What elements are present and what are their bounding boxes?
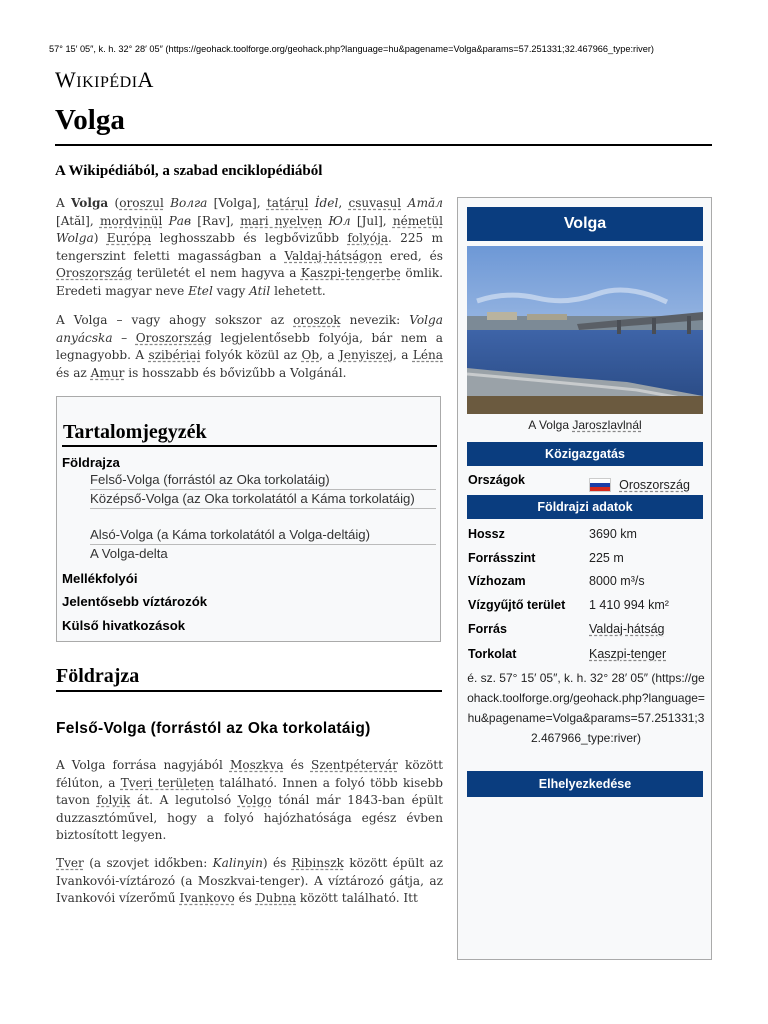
section-divider [56, 690, 442, 692]
infobox-label-vizhozam: Vízhozam [468, 574, 526, 588]
text-run: ) és [262, 856, 292, 870]
toc-item-foldrajza[interactable]: Földrajza [62, 455, 120, 470]
caption-link-jaroszlavl[interactable]: Jaroszlavlnál [572, 418, 642, 432]
inline-link[interactable]: Tveri területen [120, 775, 215, 790]
text-run: között épült az Ivankovói-víztározó (a Moszkvai-tenger). A víztározó gátja, az Ivankovói vízerőmű [56, 856, 444, 906]
inline-link[interactable]: Ribinszk [291, 856, 344, 870]
inline-link[interactable]: csuvasul [348, 196, 402, 210]
infobox-label-vizgyujto: Vízgyűjtő terület [468, 598, 566, 612]
infobox-value-hossz: 3690 km [589, 527, 637, 541]
toc-title: Tartalomjegyzék [63, 421, 207, 443]
toc-separator [90, 508, 436, 509]
italic-term: Atil [249, 283, 271, 298]
infobox-coordinates-link[interactable]: é. sz. 57° 15′ 05″, k. h. 32° 28′ 05″ (https://geohack.toolforge.org/geohack.php?language=hu&pagename=Volga&params=57.251331;32.467966_type:river) [467, 671, 705, 745]
text-run: ered, és [382, 248, 444, 263]
inline-link[interactable]: Amur [90, 365, 125, 380]
inline-link[interactable]: németül [392, 213, 443, 228]
infobox-section-elhelyezkedese: Elhelyezkedése [467, 771, 703, 797]
volga-photo-illustration [467, 246, 703, 414]
title-divider [55, 144, 712, 146]
text-run: , a [319, 348, 339, 363]
inline-link[interactable]: Jenyiszej [338, 348, 393, 363]
inline-link[interactable]: Valdaj-hátságon [284, 248, 383, 263]
inline-link[interactable]: folyója [347, 231, 389, 246]
text-run: [Jul], [350, 213, 393, 228]
inline-link[interactable]: Volgo [237, 793, 272, 808]
intro-paragraph-2 [56, 312, 443, 382]
section-heading-foldrajza: Földrajza [56, 665, 140, 687]
page-title: Volga [55, 104, 125, 136]
russia-flag-icon [589, 478, 611, 492]
infobox-label-orszagok: Országok [468, 473, 525, 487]
inline-link[interactable]: Ivankovo [179, 891, 235, 906]
inline-link[interactable]: Léna [412, 348, 444, 363]
inline-link[interactable]: tatárul [266, 196, 309, 210]
text-run: is hosszabb és bővizűbb a Volgánál. [124, 365, 347, 380]
page-subtitle: A Wikipédiából, a szabad enciklopédiából [55, 163, 323, 179]
logo-last: A [137, 67, 154, 92]
text-run: tónál már 1843-ban épült duzzasztóművel, hogy a folyó hajózhatósága egész évben biztosított legyen. [56, 793, 443, 843]
text-run: területét el nem hagyva a [132, 266, 301, 281]
infobox-label-forras: Forrás [468, 622, 507, 636]
text-run: folyók közül az [200, 348, 302, 363]
toc-item-volga-delta[interactable]: A Volga-delta [90, 546, 168, 561]
infobox-value-vizgyujto: 1 410 994 km² [589, 598, 669, 612]
text-run: ( [108, 196, 120, 210]
italic-term: Volga anyácska [56, 313, 443, 345]
inline-link[interactable]: folyik [96, 793, 131, 808]
infobox-title: Volga [467, 207, 703, 241]
intro-paragraph-1 [56, 195, 443, 301]
text-run: A [56, 196, 72, 210]
toc-item-mellekfolyoi[interactable]: Mellékfolyói [62, 571, 138, 586]
toc-divider [62, 445, 437, 447]
italic-term: Юл [328, 213, 351, 228]
toc-item-felso-volga[interactable]: Felső-Volga (forrástól az Oka torkolatáig) [90, 472, 330, 487]
toc-item-kozepso-volga[interactable]: Középső-Volga (az Oka torkolatától a Káma torkolatáig) [90, 491, 415, 506]
infobox-value-torkolat[interactable]: Kaszpi-tenger [589, 647, 667, 661]
infobox [457, 197, 712, 960]
infobox-section-foldrajzi-adatok: Földrajzi adatok [467, 495, 703, 519]
text-run: leghosszabb és legbővizűbb [151, 231, 348, 246]
text-run: ömlik. Eredeti magyar neve [56, 266, 443, 298]
infobox-label-torkolat: Torkolat [468, 647, 517, 661]
bold-term: Volga [71, 196, 109, 210]
inline-link[interactable]: Szentpétervár [310, 758, 398, 772]
italic-term: Рав [168, 213, 192, 228]
text-run: és [283, 758, 311, 772]
text-run: A Volga – vagy ahogy sokszor az [56, 313, 294, 327]
text-run: lehetett. [270, 283, 326, 298]
text-run: [Atăl], [56, 213, 100, 228]
logo-first: W [55, 67, 77, 92]
toc-item-also-volga[interactable]: Alsó-Volga (a Káma torkolatától a Volga-deltáig) [90, 527, 371, 542]
text-run: (a szovjet időkben: [83, 856, 213, 870]
caption-text: A Volga [528, 418, 573, 432]
coordinates-header[interactable]: 57° 15′ 05″, k. h. 32° 28′ 05″ (https://geohack.toolforge.org/geohack.php?language=hu&pagename=Volga&params=57.251331;32.467966_type:river) [49, 44, 654, 54]
text-run: nevezik: [340, 313, 410, 327]
text-run: , a [392, 348, 413, 363]
infobox-section-kozigazgatas: Közigazgatás [467, 442, 703, 466]
infobox-label-hossz: Hossz [468, 527, 505, 541]
inline-link[interactable]: Moszkva [229, 758, 284, 772]
inline-link[interactable]: mordvinül [99, 213, 163, 228]
text-run: – [112, 330, 136, 345]
inline-link[interactable]: Ob [301, 348, 320, 363]
italic-term: Etel [188, 283, 213, 298]
inline-link[interactable]: Európa [106, 231, 152, 246]
italic-term: Kalinyin [212, 856, 263, 870]
inline-link[interactable]: Kaszpi-tengerbe [300, 266, 401, 281]
text-run: legjelentősebb folyója, bár nem a legnagyobb. A [56, 330, 443, 363]
inline-link[interactable]: Dubna [255, 891, 297, 906]
volga-photo[interactable] [467, 246, 703, 414]
text-run: [Volga], [207, 196, 267, 210]
inline-link[interactable]: Oroszország [135, 330, 212, 345]
body-paragraph-2 [56, 855, 443, 908]
italic-term: Атӑл [407, 196, 443, 210]
text-run: és [234, 891, 256, 906]
toc-item-viztarozok[interactable]: Jelentősebb víztározók [62, 594, 208, 609]
text-run: , [338, 196, 349, 210]
table-of-contents [56, 396, 441, 642]
text-run: vagy [212, 283, 250, 298]
text-run: található. Innen a folyó több kisebb tavon [56, 775, 444, 808]
text-run: és az [56, 365, 91, 380]
infobox-value-forras[interactable]: Valdaj-hátság [589, 622, 665, 636]
text-run: A Volga forrása nagyjából [56, 758, 230, 772]
text-run: között félúton, a [56, 758, 443, 790]
italic-term: Волга [170, 196, 208, 210]
text-run: között található. Itt [296, 891, 418, 906]
text-run: ) [93, 231, 107, 246]
italic-term: Wolga [56, 231, 94, 246]
inline-link[interactable]: Oroszország [56, 266, 133, 281]
inline-link[interactable]: Tver [56, 856, 84, 870]
wikipedia-logo[interactable] [55, 67, 154, 93]
infobox-value-vizhozam: 8000 m³/s [589, 574, 645, 588]
text-run: [Rav], [191, 213, 241, 228]
infobox-label-forrasszint: Forrásszint [468, 551, 536, 565]
inline-link[interactable]: oroszok [293, 313, 341, 327]
countries-link[interactable]: Oroszország [619, 478, 690, 492]
italic-term: İdel [314, 196, 339, 210]
logo-middle: IKIPÉDI [76, 74, 138, 91]
inline-link[interactable]: mari nyelven [240, 213, 323, 228]
body-paragraph-1 [56, 757, 443, 845]
infobox-value-orszagok[interactable] [589, 474, 690, 493]
subsection-heading-felso-volga: Felső-Volga (forrástól az Oka torkolatáig) [56, 720, 371, 737]
inline-link[interactable]: oroszul [119, 196, 164, 210]
infobox-value-forrasszint: 225 m [589, 551, 624, 565]
text-run: át. A legutolsó [130, 793, 238, 808]
inline-link[interactable]: szibériai [148, 348, 201, 363]
photo-caption [467, 418, 703, 432]
text-run: . 225 m tengerszint feletti magasságban a [56, 231, 443, 263]
toc-item-kulso-hivatkozasok[interactable]: Külső hivatkozások [62, 618, 186, 633]
